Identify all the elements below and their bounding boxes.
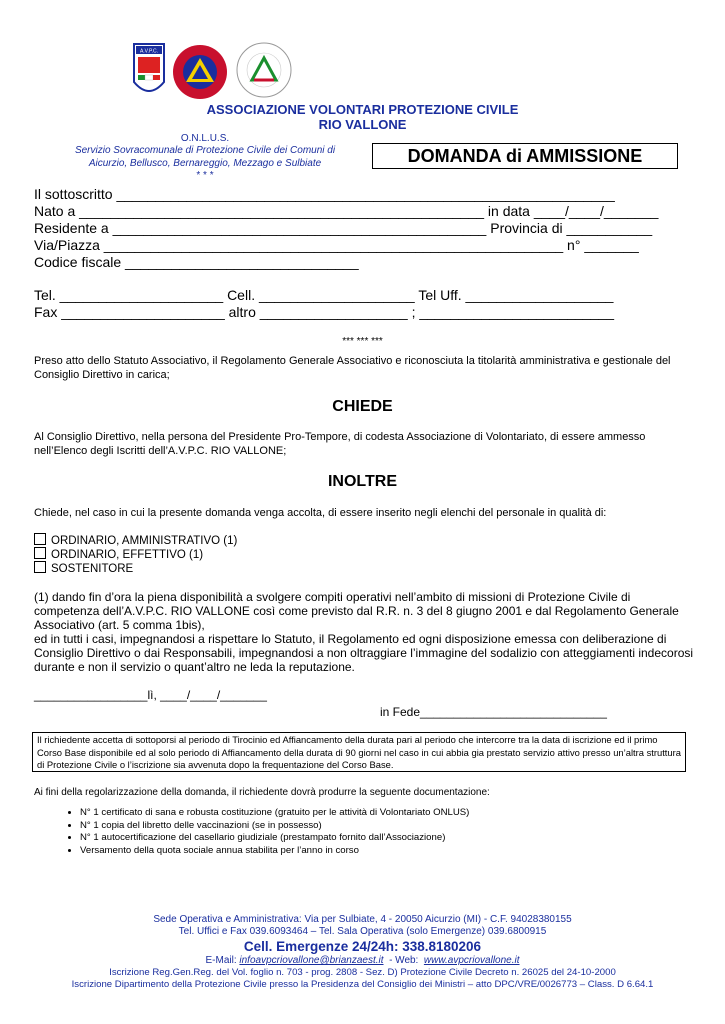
email-link[interactable]: infoavpcriovallone@brianzaest.it bbox=[239, 955, 384, 966]
footer-contacts: E-Mail: infoavpcriovallone@brianzaest.it - Web: www.avpcriovallone.it bbox=[205, 955, 520, 966]
docs-intro: Ai fini della regolarizzazione della domanda, il richiedente dovrà produrre la seguente documentazione: bbox=[34, 787, 490, 798]
inoltre-heading: INOLTRE bbox=[327, 473, 398, 490]
footer-phones: Tel. Uffici e Fax 039.6093464 – Tel. Sala Operativa (solo Emergenze) 039.6800915 bbox=[178, 926, 547, 937]
org-name: ASSOCIAZIONE VOLONTARI PROTEZIONE CIVILE bbox=[206, 102, 519, 117]
field-via[interactable]: Via/Piazza ___________________________________________________________ n° _______ bbox=[34, 237, 639, 253]
document-title: DOMANDA di AMMISSIONE bbox=[372, 143, 678, 169]
field-codice-fiscale[interactable]: Codice fiscale ______________________________ bbox=[34, 254, 359, 270]
checkbox[interactable] bbox=[34, 561, 46, 573]
list-item: • N° 1 certificato di sana e robusta costituzione (gratuito per le attività di Volontariato ONLUS) bbox=[80, 807, 725, 819]
org-subname: RIO VALLONE bbox=[318, 117, 407, 132]
footer-registration: Iscrizione Reg.Gen.Reg. del Vol. foglio n. 703 - prog. 2808 - Sez. D) Protezione Civile Decreto n. 26025 del 24-10-2000 bbox=[109, 967, 616, 978]
option-ordinario-effettivo[interactable]: ORDINARIO, EFFETTIVO (1) bbox=[34, 547, 203, 562]
documents-list bbox=[34, 807, 725, 857]
signature-field[interactable]: in Fede____________________________ bbox=[380, 705, 607, 719]
chiede-heading: CHIEDE bbox=[332, 398, 393, 415]
option-ordinario-amministrativo[interactable]: ORDINARIO, AMMINISTRATIVO (1) bbox=[34, 533, 237, 548]
checkbox[interactable] bbox=[34, 533, 46, 545]
intro-paragraph: Preso atto dello Statuto Associativo, il Regolamento Generale Associativo e riconosciuta la titolarità amministrativa e gestionale del Consiglio Direttivo in carica; bbox=[34, 355, 671, 381]
footer-emergency: Cell. Emergenze 24/24h: 338.8180206 bbox=[243, 939, 482, 954]
footer-dpc: Iscrizione Dipartimento della Protezione Civile presso la Presidenza del Consiglio dei Ministri – atto DPC/VRE/0026773 – Class. D 6.64.1 bbox=[71, 979, 654, 990]
list-item: • Versamento della quota sociale annua stabilita per l’anno in corso bbox=[80, 845, 725, 857]
protezione-civile-nazionale-logo bbox=[237, 43, 291, 97]
inoltre-paragraph: Chiede, nel caso in cui la presente domanda venga accolta, di essere inserito negli elenchi del personale in qualità di: bbox=[34, 507, 607, 519]
chiede-paragraph: Al Consiglio Direttivo, nella persona del Presidente Pro-Tempore, di codesta Associazione di Volontariato, di essere ammesso nell’Elenco degli Iscritti dell’A.V.P.C. RIO VALLONE; bbox=[34, 431, 646, 457]
service-line-1: Servizio Sovracomunale di Protezione Civile dei Comuni di bbox=[74, 145, 336, 156]
list-item: • N° 1 copia del libretto delle vaccinazioni (se in possesso) bbox=[80, 820, 725, 832]
field-residente[interactable]: Residente a ________________________________________________ Provincia di ___________ bbox=[34, 220, 653, 236]
footer-address: Sede Operativa e Amministrativa: Via per Sulbiate, 4 - 20050 Aicurzio (MI) - C.F. 94028380155 bbox=[153, 914, 572, 925]
field-fax[interactable]: Fax _____________________ altro ___________________ ; _________________________ bbox=[34, 304, 615, 320]
list-item: • N° 1 autocertificazione del casellario giudiziale (prestampato fornito dall’Associazione) bbox=[80, 832, 725, 844]
field-sottoscritto[interactable]: Il sottoscritto ________________________________________________________________ bbox=[34, 186, 615, 202]
header-logos bbox=[128, 40, 298, 102]
checkbox[interactable] bbox=[34, 547, 46, 559]
protezione-civile-red-logo bbox=[173, 45, 227, 99]
service-line-2: Aicurzio, Bellusco, Bernareggio, Mezzago e Sulbiate bbox=[88, 158, 322, 169]
field-tel[interactable]: Tel. _____________________ Cell. ____________________ Tel Uff. ___________________ bbox=[34, 287, 614, 303]
separator-stars: *** *** *** bbox=[342, 336, 383, 347]
avpc-shield-logo bbox=[134, 44, 164, 91]
header-stars: * * * bbox=[196, 170, 214, 181]
option-sostenitore[interactable]: SOSTENITORE bbox=[34, 561, 133, 576]
tirocinio-notice: Il richiedente accetta di sottoporsi al periodo di Tirocinio ed Affiancamento della durata pari al periodo che intercorre tra la data di iscrizione ed il primo Corso Base disponibile ed al solo periodo di Affiancamento della durata di 90 giorni nel caso in cui abbia gia prestato servizio attivo presso un’altra struttura di Protezione Civile o l’iscrizione sia avvenuta dopo la frequentazione del Corso Base. bbox=[32, 732, 686, 772]
date-field[interactable]: _________________lì, ____/____/_______ bbox=[34, 688, 267, 702]
note-paragraph: (1) dando fin d’ora la piena disponibilità a svolgere compiti operativi nell’ambito di missioni di Protezione Civile di competenza dell’A.V.P.C. RIO VALLONE così come previsto dal R.R. n. 3 del 8 giugno 2001 e dal Regolamento Generale Associativo (art. 5 comma 1bis), ed in tutti i casi, impegnandosi a rispettare lo Statuto, il Regolamento ed ogni disposizione emessa con deliberazione di Consiglio Direttivo o dai Responsabili, impegnandosi a non oltraggiare l’immagine del sodalizio con atteggiamenti indecorosi durante e non il servizio o quant’altro ne leda la reputazione. bbox=[34, 590, 694, 674]
svg-text:A.V.P.C.: A.V.P.C. bbox=[139, 48, 159, 55]
web-link[interactable]: www.avpcriovallone.it bbox=[423, 955, 520, 966]
onlus-label: O.N.L.U.S. bbox=[180, 133, 230, 144]
field-nato-a[interactable]: Nato a ____________________________________________________ in data ____/____/_______ bbox=[34, 203, 659, 219]
